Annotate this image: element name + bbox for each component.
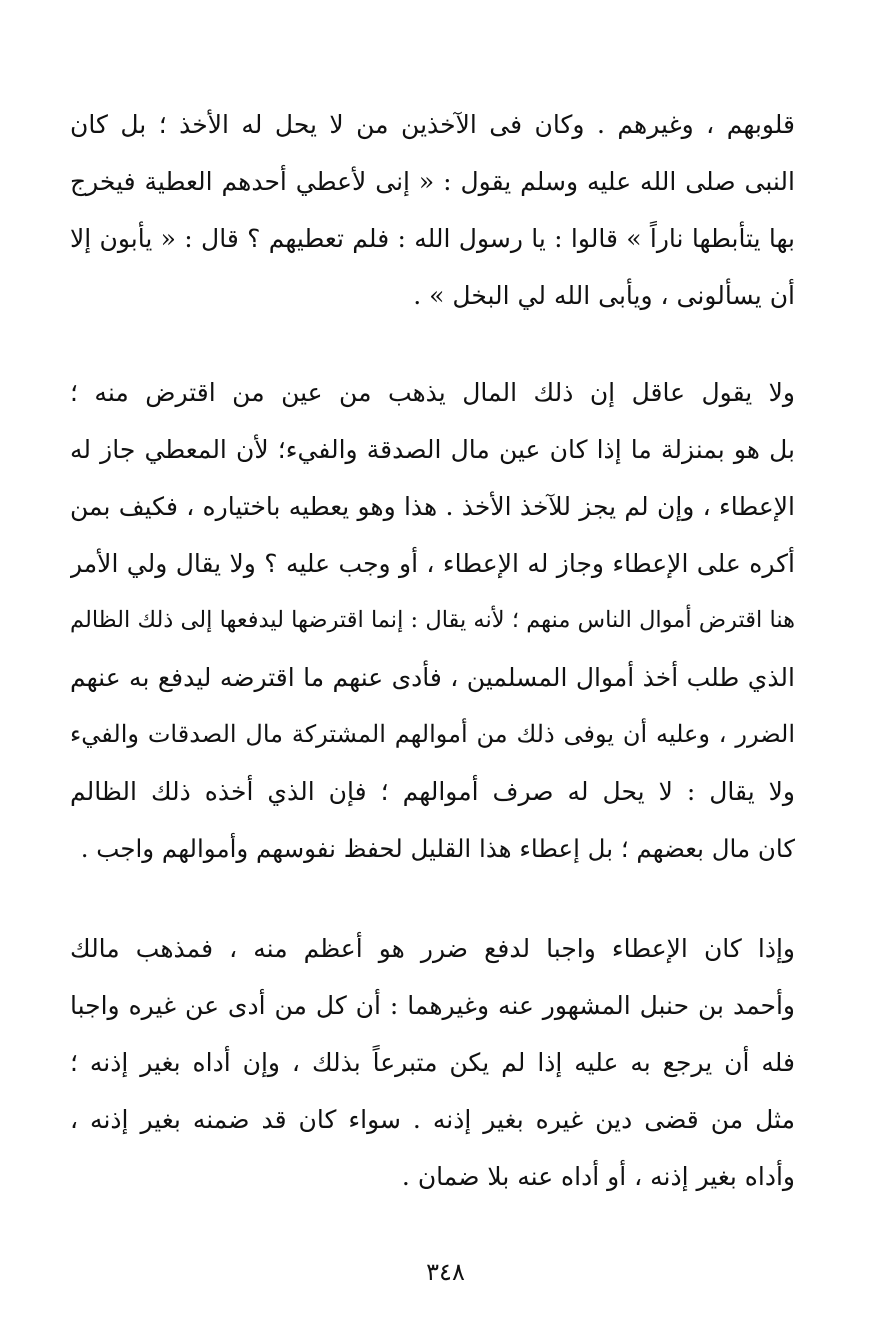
text-line: أن يسألونى ، ويأبى الله لي البخل » . [413, 281, 795, 310]
text-line: بها يتأبطها ناراً » قالوا : يا رسول الله : فلم تعطيهم ؟ قال : « يأبون إلا [70, 224, 795, 253]
text-line: أكره على الإعطاء وجاز له الإعطاء ، أو وجب عليه ؟ ولا يقال ولي الأمر [70, 549, 795, 578]
text-line: وإذا كان الإعطاء واجبا لدفع ضرر هو أعظم منه ، فمذهب مالك [70, 934, 795, 963]
text-line: بل هو بمنزلة ما إذا كان عين مال الصدقة والفيء؛ لأن المعطي جاز له [70, 435, 795, 464]
text-line: الإعطاء ، وإن لم يجز للآخذ الأخذ . هذا وهو يعطيه باختياره ، فكيف بمن [70, 492, 795, 521]
paragraph-2 [70, 364, 795, 877]
text-line: فله أن يرجع به عليه إذا لم يكن متبرعاً بذلك ، وإن أداه بغير إذنه ؛ [70, 1048, 795, 1077]
page-number: ٣٤٨ [426, 1258, 465, 1286]
text-line: النبى صلى الله عليه وسلم يقول : « إنى لأعطي أحدهم العطية فيخرج [70, 167, 795, 196]
text-line: الضرر ، وعليه أن يوفى ذلك من أموالهم المشتركة مال الصدقات والفيء [70, 720, 795, 748]
text-line: مثل من قضى دين غيره بغير إذنه . سواء كان قد ضمنه بغير إذنه ، [70, 1105, 795, 1134]
text-line: كان مال بعضهم ؛ بل إعطاء هذا القليل لحفظ نفوسهم وأموالهم واجب . [80, 834, 795, 863]
paragraph-1 [70, 96, 795, 324]
text-line: وأداه بغير إذنه ، أو أداه عنه بلا ضمان . [401, 1162, 795, 1191]
text-line: وأحمد بن حنبل المشهور عنه وغيرهما : أن كل من أدى عن غيره واجبا [70, 991, 795, 1020]
text-line: ولا يقال : لا يحل له صرف أموالهم ؛ فإن الذي أخذه ذلك الظالم [70, 777, 795, 806]
paragraph-3 [70, 920, 795, 1205]
text-line: الذي طلب أخذ أموال المسلمين ، فأدى عنهم ما اقترضه ليدفع به عنهم [70, 663, 795, 692]
text-line: ولا يقول عاقل إن ذلك المال يذهب من عين من اقترض منه ؛ [70, 378, 795, 407]
text-line: قلوبهم ، وغيرهم . وكان فى الآخذين من لا يحل له الأخذ ؛ بل كان [70, 110, 795, 139]
text-line: هنا اقترض أموال الناس منهم ؛ لأنه يقال : إنما اقترضها ليدفعها إلى ذلك الظالم [70, 607, 795, 633]
